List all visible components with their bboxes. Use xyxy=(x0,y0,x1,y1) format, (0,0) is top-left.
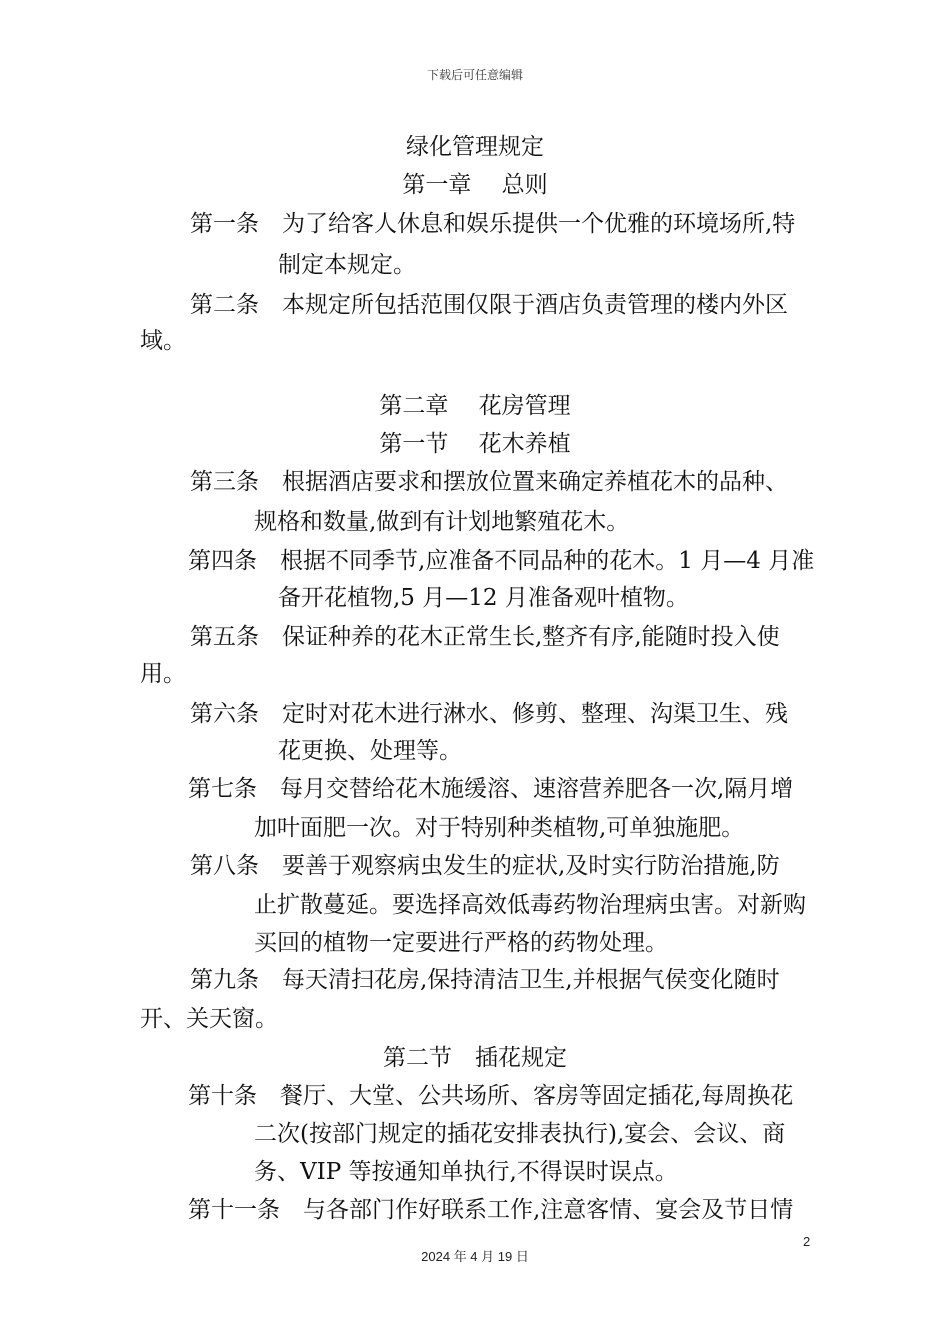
article-9-line-1: 第九条 每天清扫花房,保持清洁卫生,并根据气侯变化随时 xyxy=(190,967,780,993)
article-5-line-1: 第五条 保证种养的花木正常生长,整齐有序,能随时投入使 xyxy=(190,624,780,650)
article-7-line-1: 第七条 每月交替给花木施缓溶、速溶营养肥各一次,隔月增 xyxy=(188,776,794,802)
article-10-line-2: 二次(按部门规定的插花安排表执行),宴会、会议、商 xyxy=(254,1121,786,1147)
article-11-line-1: 第十一条 与各部门作好联系工作,注意客情、宴会及节日情 xyxy=(188,1197,794,1223)
chapter-heading: 第二章 花房管理 xyxy=(379,393,571,419)
article-4-line-1: 第四条 根据不同季节,应准备不同品种的花木。1 月—4 月准 xyxy=(188,548,815,574)
page-number: 2 xyxy=(803,1234,811,1249)
article-4-line-2: 备开花植物,5 月—12 月准备观叶植物。 xyxy=(278,585,689,611)
article-2-line-2: 域。 xyxy=(140,328,186,354)
article-8-line-1: 第八条 要善于观察病虫发生的症状,及时实行防治措施,防 xyxy=(190,853,780,879)
section-heading: 第二节 插花规定 xyxy=(383,1045,567,1071)
footer-date: 2024 年 4 月 19 日 xyxy=(421,1249,529,1264)
article-1-line-2: 制定本规定。 xyxy=(278,252,416,278)
article-5-line-2: 用。 xyxy=(140,661,186,687)
section-heading: 第一节 花木养植 xyxy=(379,431,571,457)
article-10-line-3: 务、VIP 等按通知单执行,不得误时误点。 xyxy=(254,1159,678,1185)
article-3-line-2: 规格和数量,做到有计划地繁殖花木。 xyxy=(254,509,630,535)
article-7-line-2: 加叶面肥一次。对于特别种类植物,可单独施肥。 xyxy=(254,815,745,841)
document-title: 绿化管理规定 xyxy=(406,134,544,160)
article-8-line-3: 买回的植物一定要进行严格的药物处理。 xyxy=(254,930,668,956)
article-9-line-2: 开、关天窗。 xyxy=(140,1006,278,1032)
article-10-line-1: 第十条 餐厅、大堂、公共场所、客房等固定插花,每周换花 xyxy=(188,1083,794,1109)
article-6-line-1: 第六条 定时对花木进行淋水、修剪、整理、沟渠卫生、残 xyxy=(190,701,788,727)
header-note: 下载后可任意编辑 xyxy=(426,68,523,82)
article-2-line-1: 第二条 本规定所包括范围仅限于酒店负责管理的楼内外区 xyxy=(190,292,788,318)
article-1-line-1: 第一条 为了给客人休息和娱乐提供一个优雅的环境场所,特 xyxy=(190,211,796,237)
article-3-line-1: 第三条 根据酒店要求和摆放位置来确定养植花木的品种、 xyxy=(190,469,788,495)
article-6-line-2: 花更换、处理等。 xyxy=(278,738,462,764)
article-8-line-2: 止扩散蔓延。要选择高效低毒药物治理病虫害。对新购 xyxy=(254,892,806,918)
chapter-heading: 第一章 总则 xyxy=(402,172,548,198)
